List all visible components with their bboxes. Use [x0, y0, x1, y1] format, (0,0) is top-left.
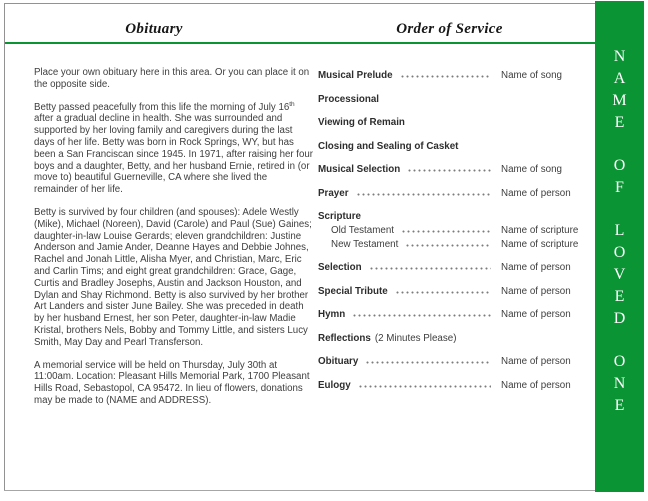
page-border-left — [4, 3, 5, 491]
service-item-value: Name of person — [501, 379, 571, 391]
banner-letter: L — [614, 222, 625, 239]
dotted-leader — [352, 314, 491, 317]
service-item-row — [318, 93, 581, 106]
dotted-leader — [358, 385, 491, 388]
name-of-loved-one-banner — [595, 1, 644, 492]
service-item-value: Name of person — [501, 356, 571, 367]
banner-letter: E — [614, 114, 625, 131]
dotted-leader — [395, 291, 491, 294]
service-item-label: Processional — [318, 93, 379, 105]
service-item-value: Name of person — [501, 187, 571, 199]
service-item-value: Name of person — [501, 309, 571, 320]
banner-letter: N — [613, 375, 626, 392]
obituary-paragraph — [34, 207, 313, 349]
service-item-row — [318, 379, 581, 392]
service-item-row — [318, 285, 581, 298]
obituary-paragraph — [34, 102, 313, 196]
service-item-label: Hymn — [318, 309, 346, 320]
service-item-label: Obituary — [318, 356, 359, 367]
dotted-leader — [400, 75, 491, 78]
banner-letter: V — [613, 266, 626, 283]
obituary-text: Place your own obituary here in this area. Or you can place it on the opposite side. — [34, 67, 310, 90]
service-item-row — [318, 210, 581, 223]
service-item-note: (2 Minutes Please) — [374, 332, 457, 344]
banner-letter: A — [613, 70, 626, 87]
service-item-group — [318, 210, 581, 251]
banner-letter: E — [614, 288, 625, 305]
banner-letter: E — [614, 397, 625, 414]
service-item-label: Scripture — [318, 211, 362, 222]
banner-letter: M — [612, 92, 627, 109]
obituary-text: A memorial service will be held on Thursday, July 30th at 11:00am. Location: Pleasant Hills Memorial Park, 1700 Pleasant Hills Road, Sebastopol, CA 95472. In lieu of flowers, donations may be made to (NAME and ADDRESS). — [34, 359, 310, 406]
dotted-leader — [401, 230, 491, 233]
header-divider-line — [5, 42, 595, 44]
service-item-value: Name of scripture — [501, 239, 579, 250]
service-item-row — [318, 140, 581, 153]
obituary-text-block — [34, 67, 313, 418]
obituary-paragraph — [34, 360, 313, 407]
dotted-leader — [369, 267, 491, 270]
service-item-label: Viewing of Remain — [318, 117, 405, 128]
service-item-row — [318, 163, 581, 176]
service-item-label: Musical Selection — [318, 164, 401, 175]
service-item-row — [318, 355, 581, 368]
banner-letter: O — [613, 353, 626, 370]
page-border-top — [4, 3, 596, 4]
service-item-label: Eulogy — [318, 379, 351, 391]
service-item-label: Old Testament — [331, 225, 394, 236]
service-item-label: Special Tribute — [318, 285, 388, 297]
service-item-value: Name of person — [501, 285, 571, 297]
service-item-label: Musical Prelude — [318, 70, 393, 81]
banner-letter: N — [613, 48, 626, 65]
dotted-leader — [365, 361, 491, 364]
dotted-leader — [356, 193, 491, 196]
dotted-leader — [405, 244, 491, 247]
service-item-value: Name of song — [501, 70, 562, 81]
dotted-leader — [407, 169, 491, 172]
service-item-label: Reflections — [318, 332, 371, 344]
service-item-value: Name of scripture — [501, 225, 579, 236]
obituary-text: Betty is survived by four children (and spouses): Adele Westly (Mike), Michael (Noreen), David (Carole) and Paul (Sue) Gaines; daughter-in-law Louise Gerards; eleven grandchildren: Justine Anderson and Jamie Ander, Deanne Hayes and Debbie Johnes, Rachel and Jonah Little, Alisha Myer, and Christian, Marc, Eric and Carlin Tims; and eight great grandchildren: Grace, Gage, Curtis and Bradley Josephs, Austin and Jackson Houston, and Dylan and Shay Richmond. Betty is also survived by her brother Art Landers and sister June Bailey. She was preceded in death by her husband Ernest, her son Peter, daughter-in-law Madie Kristal, brothers Nels, Bobby and Tommy Little, and sisters Lucy Smith, May Day and Pearl Transferson. — [34, 206, 312, 348]
obituary-title: Obituary — [125, 21, 183, 37]
service-item-row — [318, 308, 581, 321]
service-item-label: Closing and Sealing of Casket — [318, 140, 459, 152]
obituary-paragraph — [34, 67, 313, 91]
service-item-label: Prayer — [318, 187, 349, 199]
banner-letter: F — [615, 179, 624, 196]
banner-letter: O — [613, 157, 626, 174]
service-item-row — [318, 261, 581, 274]
page-border-bottom — [4, 490, 644, 491]
ordinal-superscript: th — [289, 100, 295, 108]
service-item-label: New Testament — [331, 239, 399, 250]
banner-letter: O — [613, 244, 626, 261]
obituary-text: after a gradual decline in health. She was surrounded and supported by her loving family and caregivers during the last days of her life. Betty was born in Rock Springs, WY, but has been a San Franciscan since 1945. In 1971, after raising her four boys and a daughter, Betty, and her husband Ernie, retired in (or move to) beautiful Guerneville, CA where she lived the remainder of her life. — [34, 113, 313, 196]
order-of-service-list — [318, 69, 581, 402]
order-of-service-title: Order of Service — [396, 21, 503, 37]
service-item-row — [318, 116, 581, 129]
banner-letter: D — [613, 310, 626, 327]
obituary-text: Betty passed peacefully from this life the morning of July 16 — [34, 101, 290, 113]
service-item-row — [318, 69, 581, 82]
service-subitem-row — [318, 238, 581, 251]
service-subitem-row — [318, 224, 581, 237]
service-item-row — [318, 187, 581, 200]
service-item-label: Selection — [318, 262, 362, 273]
service-item-value: Name of song — [501, 164, 562, 175]
service-item-row — [318, 332, 581, 345]
service-item-value: Name of person — [501, 262, 571, 273]
